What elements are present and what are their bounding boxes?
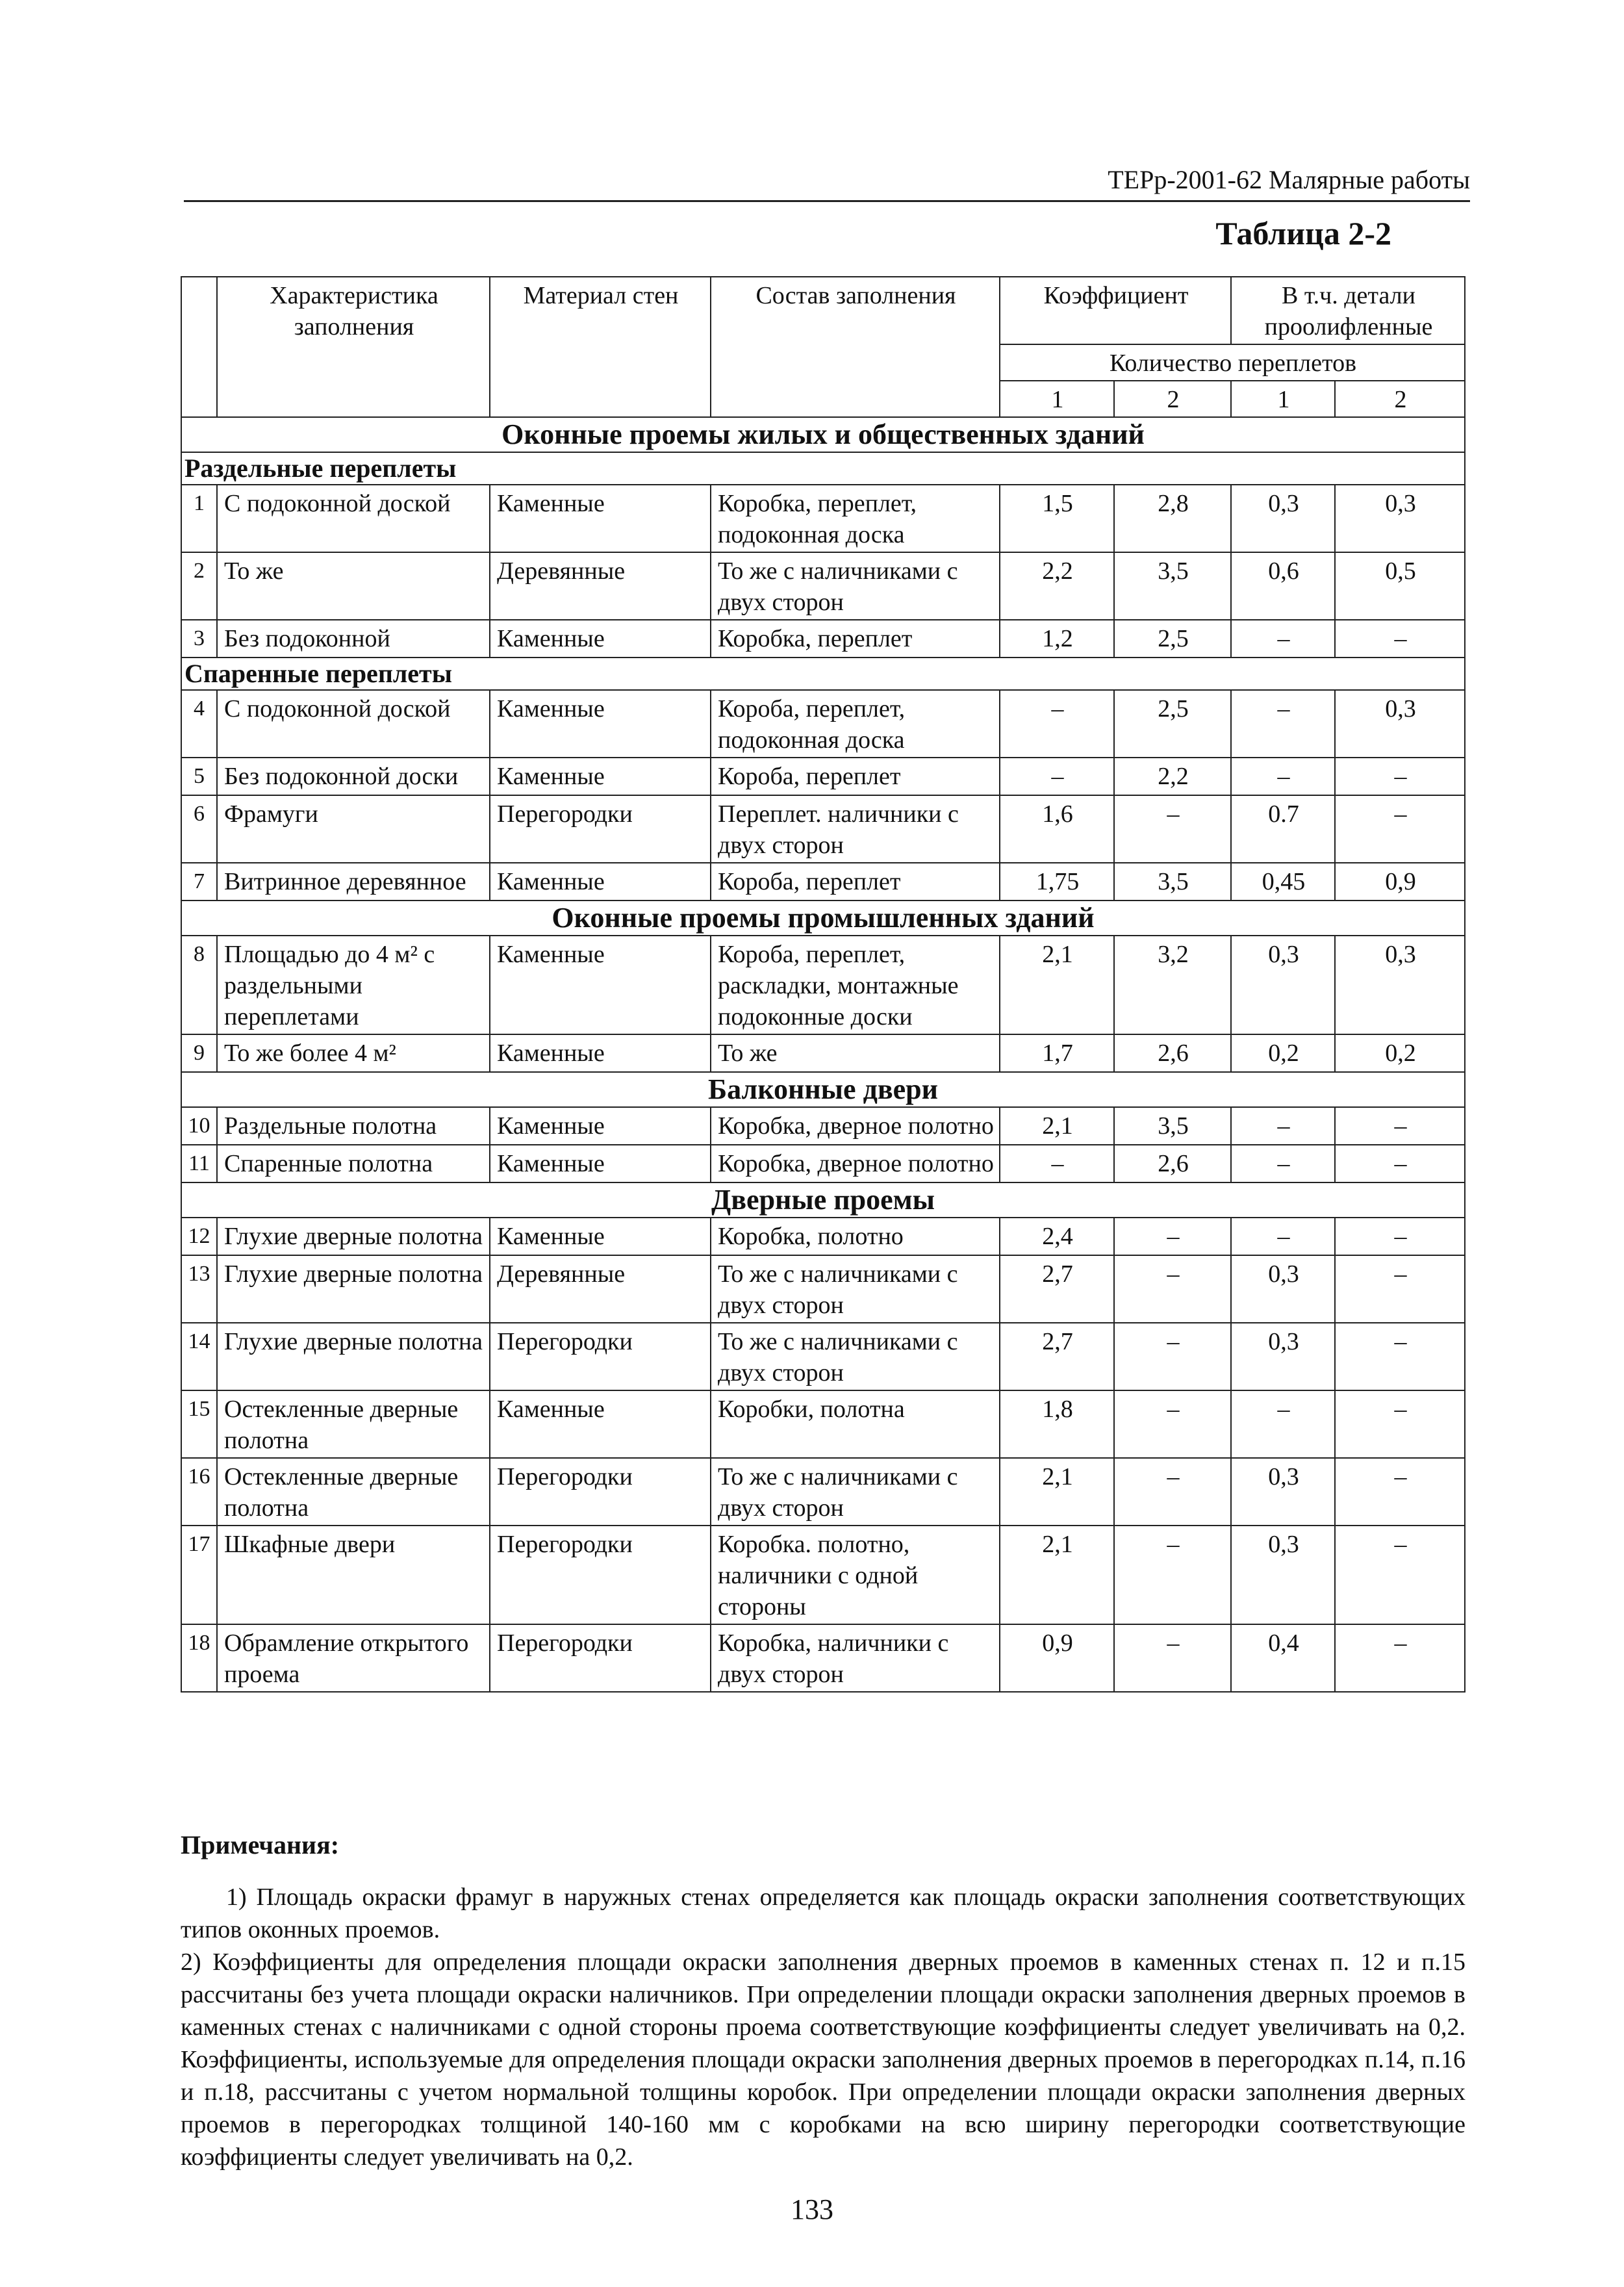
row-characteristic: С подоконной доской	[217, 485, 490, 552]
row-detail-2: –	[1335, 1624, 1465, 1692]
table-row	[181, 552, 1465, 620]
row-coef-2: 2,5	[1114, 620, 1231, 658]
row-composition: То же с наличниками с двух сторон	[711, 1458, 1000, 1526]
row-composition: То же	[711, 1034, 1000, 1072]
row-characteristic: Без подоконной	[217, 620, 490, 658]
row-coef-1: –	[1000, 690, 1114, 758]
row-characteristic: Остекленные дверные полотна	[217, 1390, 490, 1458]
row-coef-2: 2,2	[1114, 758, 1231, 795]
row-characteristic: Витринное деревянное	[217, 863, 490, 901]
row-coef-1: 1,75	[1000, 863, 1114, 901]
table-row	[181, 1034, 1465, 1072]
row-characteristic: Глухие дверные полотна	[217, 1323, 490, 1390]
row-detail-1: –	[1231, 758, 1335, 795]
row-composition: Короба, переплет, подоконная доска	[711, 690, 1000, 758]
section-row	[181, 1182, 1465, 1218]
row-coef-1: 1,5	[1000, 485, 1114, 552]
row-number: 2	[181, 552, 217, 620]
group-row	[181, 658, 1465, 690]
row-characteristic: Без подоконной доски	[217, 758, 490, 795]
row-detail-1: –	[1231, 620, 1335, 658]
group-row	[181, 452, 1465, 485]
header-wall-material: Материал стен	[490, 277, 711, 417]
row-coef-1: –	[1000, 1145, 1114, 1182]
row-composition: Коробка, дверное полотно	[711, 1145, 1000, 1182]
row-detail-1: 0,3	[1231, 1323, 1335, 1390]
row-detail-1: 0,3	[1231, 1255, 1335, 1323]
row-number: 10	[181, 1107, 217, 1145]
table-row	[181, 485, 1465, 552]
row-detail-1: 0,6	[1231, 552, 1335, 620]
row-wall-material: Каменные	[490, 1218, 711, 1255]
row-number: 4	[181, 690, 217, 758]
note-item: 1) Площадь окраски фрамуг в наружных стенах определяется как площадь окраски заполнения соответствующих типов оконных проемов.	[181, 1884, 1465, 1943]
header-sub-cell: 2	[1114, 381, 1231, 417]
row-coef-2: –	[1114, 1390, 1231, 1458]
table-row	[181, 1323, 1465, 1390]
row-detail-2: 0,9	[1335, 863, 1465, 901]
page-number: 133	[791, 2193, 833, 2225]
row-wall-material: Перегородки	[490, 1458, 711, 1526]
row-wall-material: Перегородки	[490, 1526, 711, 1624]
row-detail-2: –	[1335, 1145, 1465, 1182]
row-coef-2: –	[1114, 1458, 1231, 1526]
row-number: 14	[181, 1323, 217, 1390]
header-frame-count: Количество переплетов	[1000, 344, 1465, 381]
row-detail-1: 0,2	[1231, 1034, 1335, 1072]
row-characteristic: Обрамление открытого проема	[217, 1624, 490, 1692]
table-row	[181, 1107, 1465, 1145]
row-coef-1: 2,1	[1000, 1458, 1114, 1526]
row-coef-2: 2,5	[1114, 690, 1231, 758]
row-number: 7	[181, 863, 217, 901]
row-wall-material: Каменные	[490, 936, 711, 1034]
row-coef-1: 2,2	[1000, 552, 1114, 620]
row-detail-2: –	[1335, 795, 1465, 863]
row-composition: Коробка, переплет, подоконная доска	[711, 485, 1000, 552]
row-coef-2: 3,5	[1114, 1107, 1231, 1145]
table-row	[181, 690, 1465, 758]
row-coef-1: 1,8	[1000, 1390, 1114, 1458]
row-wall-material: Деревянные	[490, 552, 711, 620]
row-characteristic: То же более 4 м²	[217, 1034, 490, 1072]
header-fill-composition: Состав заполнения	[711, 277, 1000, 417]
row-number: 16	[181, 1458, 217, 1526]
row-characteristic: С подоконной доской	[217, 690, 490, 758]
row-coef-1: 2,7	[1000, 1255, 1114, 1323]
group-title: Раздельные переплеты	[181, 452, 1465, 485]
table-row	[181, 936, 1465, 1034]
table-row	[181, 1458, 1465, 1526]
row-coef-2: –	[1114, 1255, 1231, 1323]
row-wall-material: Перегородки	[490, 1323, 711, 1390]
row-composition: Короба, переплет	[711, 758, 1000, 795]
row-wall-material: Каменные	[490, 690, 711, 758]
table-row	[181, 1218, 1465, 1255]
row-detail-2: –	[1335, 1218, 1465, 1255]
row-detail-2: –	[1335, 620, 1465, 658]
header-coefficient: Коэффициент	[1000, 277, 1231, 344]
row-detail-2: –	[1335, 1323, 1465, 1390]
row-coef-1: 2,7	[1000, 1323, 1114, 1390]
row-detail-1: –	[1231, 1145, 1335, 1182]
document-id: ТЕРр-2001-62 Малярные работы	[1108, 165, 1470, 194]
row-number: 12	[181, 1218, 217, 1255]
row-number: 5	[181, 758, 217, 795]
header-sub-cell: 1	[1000, 381, 1114, 417]
row-number: 11	[181, 1145, 217, 1182]
header-num-cell	[181, 277, 217, 417]
row-coef-1: 2,4	[1000, 1218, 1114, 1255]
row-composition: Коробка, дверное полотно	[711, 1107, 1000, 1145]
row-wall-material: Каменные	[490, 758, 711, 795]
row-wall-material: Каменные	[490, 1145, 711, 1182]
header-row	[181, 277, 1465, 344]
section-title: Дверные проемы	[181, 1182, 1465, 1218]
row-number: 13	[181, 1255, 217, 1323]
section-title: Оконные проемы промышленных зданий	[181, 901, 1465, 936]
row-characteristic: Площадью до 4 м² с раздельными переплетами	[217, 936, 490, 1034]
table-row	[181, 620, 1465, 658]
row-detail-2: 0,3	[1335, 690, 1465, 758]
row-detail-1: 0.7	[1231, 795, 1335, 863]
notes-title: Примечания:	[181, 1830, 340, 1859]
section-row	[181, 1072, 1465, 1107]
row-coef-1: 2,1	[1000, 1107, 1114, 1145]
row-coef-2: 2,6	[1114, 1034, 1231, 1072]
row-detail-1: –	[1231, 1218, 1335, 1255]
row-number: 8	[181, 936, 217, 1034]
row-coef-2: 3,5	[1114, 863, 1231, 901]
row-detail-1: 0,3	[1231, 1526, 1335, 1624]
row-coef-2: 3,5	[1114, 552, 1231, 620]
row-characteristic: Раздельные полотна	[217, 1107, 490, 1145]
row-coef-1: 2,1	[1000, 936, 1114, 1034]
table-title: Таблица 2-2	[1215, 215, 1391, 251]
table-row	[181, 1390, 1465, 1458]
row-coef-2: 2,8	[1114, 485, 1231, 552]
header-sub-cell: 1	[1231, 381, 1335, 417]
row-detail-1: 0,3	[1231, 936, 1335, 1034]
row-coef-1: 1,7	[1000, 1034, 1114, 1072]
page-header	[184, 161, 1470, 202]
row-characteristic: Спаренные полотна	[217, 1145, 490, 1182]
row-coef-2: –	[1114, 1526, 1231, 1624]
row-composition: Короба, переплет	[711, 863, 1000, 901]
row-detail-2: –	[1335, 1526, 1465, 1624]
row-number: 3	[181, 620, 217, 658]
row-coef-2: –	[1114, 1218, 1231, 1255]
row-wall-material: Перегородки	[490, 795, 711, 863]
row-detail-2: 0,3	[1335, 485, 1465, 552]
group-title: Спаренные переплеты	[181, 658, 1465, 690]
table-row	[181, 863, 1465, 901]
header-incl-parts: В т.ч. детали проолифленные	[1231, 277, 1465, 344]
row-wall-material: Деревянные	[490, 1255, 711, 1323]
row-detail-1: 0,3	[1231, 485, 1335, 552]
row-characteristic: Остекленные дверные полотна	[217, 1458, 490, 1526]
row-coef-2: –	[1114, 1323, 1231, 1390]
row-composition: Коробка, переплет	[711, 620, 1000, 658]
coefficients-table	[181, 276, 1465, 1693]
row-detail-2: –	[1335, 1107, 1465, 1145]
row-wall-material: Каменные	[490, 620, 711, 658]
row-number: 1	[181, 485, 217, 552]
row-coef-2: –	[1114, 1624, 1231, 1692]
row-number: 17	[181, 1526, 217, 1624]
table-row	[181, 758, 1465, 795]
row-wall-material: Каменные	[490, 485, 711, 552]
row-composition: Коробка, полотно	[711, 1218, 1000, 1255]
notes	[181, 1829, 1465, 2173]
row-coef-1: 1,2	[1000, 620, 1114, 658]
row-composition: Коробка. полотно, наличники с одной стороны	[711, 1526, 1000, 1624]
row-characteristic: Глухие дверные полотна	[217, 1255, 490, 1323]
row-composition: То же с наличниками с двух сторон	[711, 552, 1000, 620]
row-detail-2: –	[1335, 1390, 1465, 1458]
row-number: 9	[181, 1034, 217, 1072]
section-title: Балконные двери	[181, 1072, 1465, 1107]
row-wall-material: Каменные	[490, 863, 711, 901]
row-coef-1: 0,9	[1000, 1624, 1114, 1692]
row-characteristic: Шкафные двери	[217, 1526, 490, 1624]
row-coef-2: 2,6	[1114, 1145, 1231, 1182]
row-coef-1: 1,6	[1000, 795, 1114, 863]
row-detail-1: –	[1231, 1107, 1335, 1145]
row-detail-2: 0,5	[1335, 552, 1465, 620]
row-coef-1: –	[1000, 758, 1114, 795]
table-row	[181, 1526, 1465, 1624]
table-row	[181, 1255, 1465, 1323]
row-detail-2: 0,3	[1335, 936, 1465, 1034]
row-detail-1: –	[1231, 690, 1335, 758]
row-detail-2: 0,2	[1335, 1034, 1465, 1072]
row-composition: Переплет. наличники с двух сторон	[711, 795, 1000, 863]
row-wall-material: Перегородки	[490, 1624, 711, 1692]
row-detail-2: –	[1335, 1255, 1465, 1323]
header-characteristic: Характеристика заполнения	[217, 277, 490, 417]
section-row	[181, 901, 1465, 936]
table-row	[181, 795, 1465, 863]
row-detail-2: –	[1335, 1458, 1465, 1526]
row-wall-material: Каменные	[490, 1390, 711, 1458]
row-detail-1: 0,45	[1231, 863, 1335, 901]
row-detail-2: –	[1335, 758, 1465, 795]
row-coef-2: –	[1114, 795, 1231, 863]
row-characteristic: Фрамуги	[217, 795, 490, 863]
row-composition: Коробка, наличники с двух сторон	[711, 1624, 1000, 1692]
section-title: Оконные проемы жилых и общественных зданий	[181, 417, 1465, 452]
section-row	[181, 417, 1465, 452]
header-sub-cell: 2	[1335, 381, 1465, 417]
table-row	[181, 1624, 1465, 1692]
row-composition: Короба, переплет, раскладки, монтажные подоконные доски	[711, 936, 1000, 1034]
row-coef-1: 2,1	[1000, 1526, 1114, 1624]
note-item: 2) Коэффициенты для определения площади окраски заполнения дверных проемов в каменных стенах п. 12 и п.15 рассчитаны без учета площади окраски наличников. При определении площади окраски заполнения дверных проемов в каменных стенах с наличниками с одной стороны проема соответствующие коэффициенты следует увеличивать на 0,2. Коэффициенты, используемые для определения площади окраски заполнения дверных проемов в перегородках п.14, п.16 и п.18, рассчитаны с учетом нормальной толщины коробок. При определении площади окраски заполнения дверных проемов в перегородках толщиной 140-160 мм с коробками на всю ширину перегородки соответствующие коэффициенты следует увеличивать на 0,2.	[181, 1948, 1465, 2171]
row-composition: То же с наличниками с двух сторон	[711, 1323, 1000, 1390]
row-characteristic: Глухие дверные полотна	[217, 1218, 490, 1255]
row-composition: То же с наличниками с двух сторон	[711, 1255, 1000, 1323]
row-detail-1: 0,3	[1231, 1458, 1335, 1526]
row-wall-material: Каменные	[490, 1034, 711, 1072]
row-number: 18	[181, 1624, 217, 1692]
row-number: 6	[181, 795, 217, 863]
table-row	[181, 1145, 1465, 1182]
row-wall-material: Каменные	[490, 1107, 711, 1145]
row-characteristic: То же	[217, 552, 490, 620]
row-number: 15	[181, 1390, 217, 1458]
row-detail-1: 0,4	[1231, 1624, 1335, 1692]
row-composition: Коробки, полотна	[711, 1390, 1000, 1458]
row-coef-2: 3,2	[1114, 936, 1231, 1034]
row-detail-1: –	[1231, 1390, 1335, 1458]
